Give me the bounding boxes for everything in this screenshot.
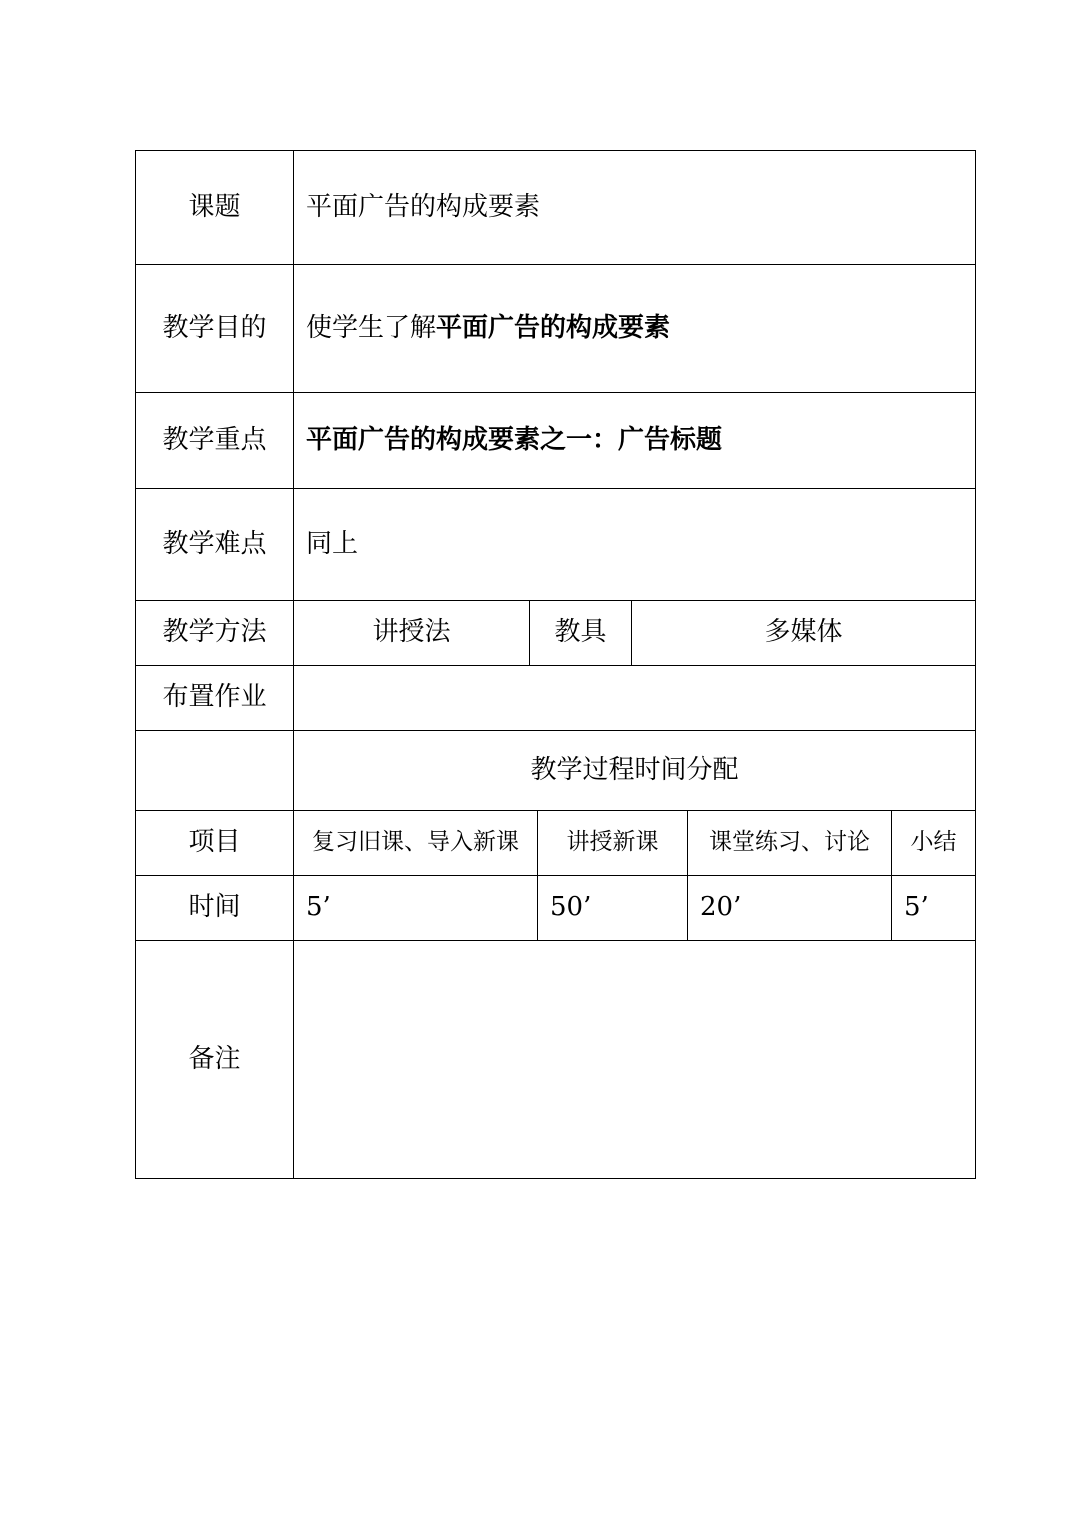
row-homework (136, 666, 976, 731)
remarks-label: 备注 (136, 941, 294, 1179)
remarks-value (294, 941, 976, 1179)
process-time-lecture: 50’ (538, 876, 688, 941)
process-item-practice: 课堂练习、讨论 (688, 811, 892, 876)
process-time-review: 5’ (294, 876, 538, 941)
method-label: 教学方法 (136, 601, 294, 666)
objective-emphasis: 平面广告的构成要素 (436, 312, 671, 343)
objective-prefix: 使学生了解 (306, 312, 437, 343)
key-point-label: 教学重点 (136, 393, 294, 489)
process-item-review: 复习旧课、导入新课 (294, 811, 538, 876)
process-title-blank-cell (136, 731, 294, 811)
process-time-practice: 20’ (688, 876, 892, 941)
topic-value: 平面广告的构成要素 (294, 151, 976, 265)
method-value: 讲授法 (294, 601, 530, 666)
items-label: 项目 (136, 811, 294, 876)
row-process-items (136, 811, 976, 876)
difficulty-value: 同上 (294, 489, 976, 601)
process-time-summary: 5’ (892, 876, 976, 941)
key-point-value: 平面广告的构成要素之一：广告标题 (294, 393, 976, 489)
teaching-aids-label: 教具 (530, 601, 632, 666)
row-objective (136, 265, 976, 393)
row-key-point (136, 393, 976, 489)
row-topic (136, 151, 976, 265)
process-item-lecture: 讲授新课 (538, 811, 688, 876)
row-process-title (136, 731, 976, 811)
time-label: 时间 (136, 876, 294, 941)
homework-value (294, 666, 976, 731)
lesson-plan-table (135, 150, 976, 1179)
row-difficulty (136, 489, 976, 601)
teaching-aids-value: 多媒体 (632, 601, 976, 666)
homework-label: 布置作业 (136, 666, 294, 731)
objective-value (294, 265, 976, 393)
topic-label: 课题 (136, 151, 294, 265)
process-title: 教学过程时间分配 (294, 731, 976, 811)
difficulty-label: 教学难点 (136, 489, 294, 601)
process-item-summary: 小结 (892, 811, 976, 876)
row-remarks (136, 941, 976, 1179)
row-method (136, 601, 976, 666)
row-process-times (136, 876, 976, 941)
objective-label: 教学目的 (136, 265, 294, 393)
